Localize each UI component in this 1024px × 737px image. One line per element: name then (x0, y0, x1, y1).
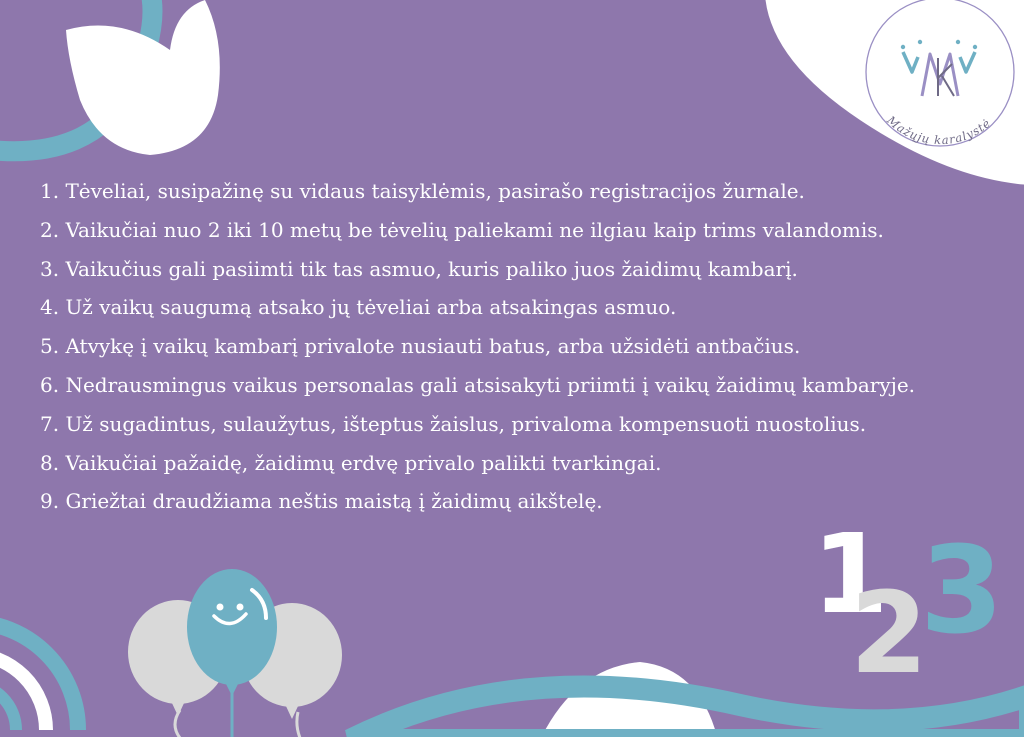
rule-number: 3. (40, 256, 60, 281)
rule-text: Vaikučius gali pasiimti tik tas asmuo, kuris paliko juos žaidimų kambarį. (65, 256, 798, 281)
rule-text: Už sugadintus, sulaužytus, išteptus žaislus, privaloma kompensuoti nuostolius. (65, 411, 867, 436)
digit-one: 1 (812, 510, 889, 638)
rule-text: Vaikučiai pažaidę, žaidimų erdvę privalo palikti tvarkingai. (65, 450, 662, 475)
rule-number: 2. (40, 217, 60, 242)
rule-number: 1. (40, 179, 60, 203)
rule-text: Tėveliai, susipažinę su vidaus taisyklėmis, pasirašo registracijos žurnale. (65, 179, 805, 203)
rule-text: Atvykę į vaikų kambarį privalote nusiauti batus, arba užsidėti antbačius. (65, 334, 801, 359)
rule-number: 9. (40, 489, 60, 514)
digit-two: 2 (850, 569, 928, 699)
rule-text: Už vaikų saugumą atsako jų tėveliai arba atsakingas asmuo. (65, 295, 677, 320)
rule-text: Griežtai draudžiama neštis maistą į žaidimų aikštelę. (65, 489, 603, 514)
rule-number: 4. (40, 295, 60, 320)
rule-number: 6. (40, 372, 60, 397)
logo-brand-text: Mažųjų karalystė (884, 113, 994, 148)
rule-number: 7. (40, 411, 60, 436)
rule-text: Nedrausmingus vaikus personalas gali atsisakyti priimti į vaikų žaidimų kambaryje. (65, 372, 916, 397)
rule-number: 8. (40, 450, 60, 475)
rule-text: Vaikučiai nuo 2 iki 10 metų be tėvelių paliekami ne ilgiau kaip trims valandomis. (65, 217, 884, 242)
rule-number: 5. (40, 334, 60, 359)
digit-three: 3 (920, 522, 1004, 661)
